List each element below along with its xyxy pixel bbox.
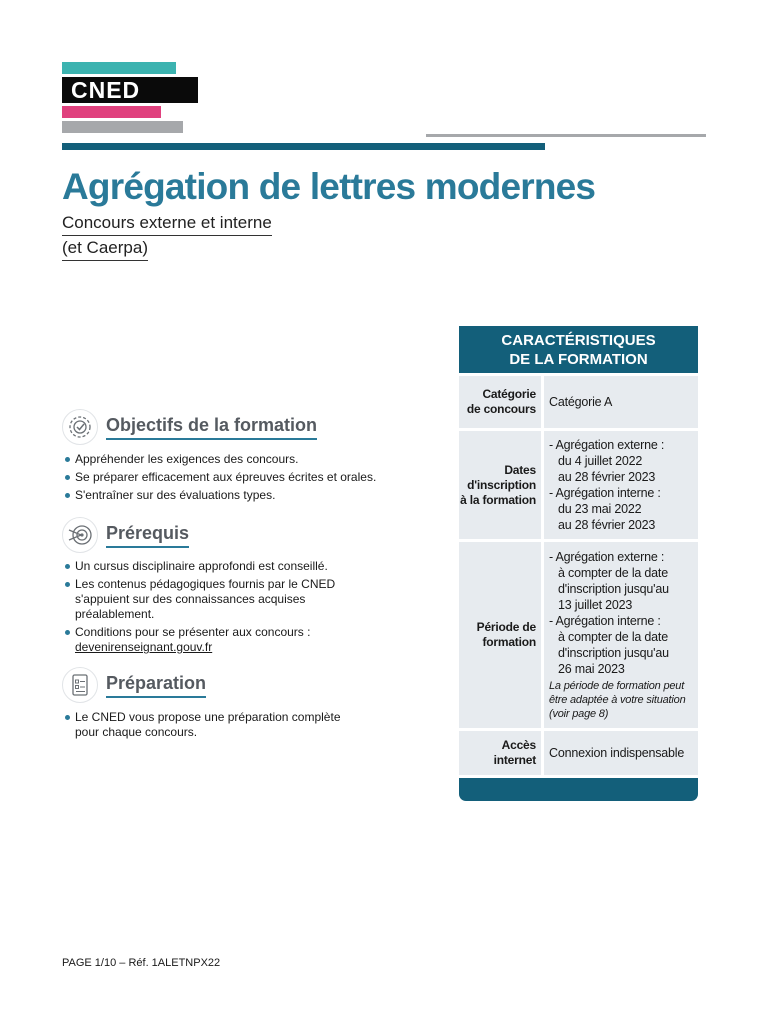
- characteristics-title-line2: DE LA FORMATION: [509, 351, 648, 368]
- row-value: [541, 431, 698, 539]
- label-line: Dates: [504, 462, 536, 477]
- page-footer: PAGE 1/10 – Réf. 1ALETNPX22: [62, 957, 221, 969]
- label-line: Période de: [476, 620, 536, 634]
- page-title: Agrégation de lettres modernes: [62, 166, 596, 207]
- value-line: du 4 juillet 2022: [558, 454, 643, 468]
- devenirenseignant-link[interactable]: devenirenseignant.gouv.fr: [75, 640, 213, 654]
- value-line: 26 mai 2023: [558, 662, 625, 676]
- value-line: - Agrégation interne :: [549, 614, 661, 628]
- dartboard-icon: [62, 517, 98, 553]
- header-divider-blue: [62, 143, 545, 150]
- list-item: [64, 625, 364, 655]
- label-line: à la formation: [460, 492, 536, 507]
- label-line: internet: [493, 753, 536, 767]
- value-text: Connexion indispensable: [549, 746, 685, 760]
- preparation-list: [64, 710, 364, 743]
- value-line: au 28 février 2023: [558, 518, 656, 532]
- row-value: [541, 542, 698, 728]
- objectifs-list: [64, 452, 444, 506]
- checklist-icon: [62, 667, 98, 703]
- characteristics-footer: [459, 775, 698, 801]
- list-item: Appréhender les exigences des concours.: [64, 452, 444, 467]
- periode-note: La période de formation peut être adaptée à votre situation (voir page 8): [549, 680, 686, 720]
- value-line: à compter de la date: [558, 566, 668, 580]
- cned-logo: CNED: [62, 77, 198, 103]
- value-line: - Agrégation externe :: [549, 438, 665, 452]
- list-item: Les contenus pédagogiques fournis par le CNED s'appuient sur des connaissances acquises préalablement.: [64, 577, 364, 622]
- row-label: [459, 376, 541, 428]
- section-title-prerequis: Prérequis: [106, 523, 189, 548]
- value-line: à compter de la date: [558, 630, 668, 644]
- list-item-text: Conditions pour se présenter aux concours :: [75, 625, 311, 639]
- value-line: d'inscription jusqu'au: [558, 646, 669, 660]
- value-line: - Agrégation externe :: [549, 550, 665, 564]
- value-line: 13 juillet 2023: [558, 598, 633, 612]
- page-subtitle: Concours externe et interne: [62, 212, 272, 236]
- section-title-preparation: Préparation: [106, 673, 206, 698]
- row-label: [459, 542, 541, 728]
- page-subtitle-2: (et Caerpa): [62, 237, 148, 261]
- prerequis-list: [64, 559, 364, 658]
- logo-grey-bar: [62, 121, 183, 133]
- section-title-objectifs: Objectifs de la formation: [106, 415, 317, 440]
- list-item: Le CNED vous propose une préparation complète pour chaque concours.: [64, 710, 364, 740]
- value-line: - Agrégation interne :: [549, 486, 661, 500]
- value-line: du 23 mai 2022: [558, 502, 642, 516]
- label-line: de concours: [466, 402, 536, 416]
- characteristics-header: [459, 326, 698, 373]
- row-label: [459, 431, 541, 539]
- value-text: Catégorie A: [549, 395, 613, 409]
- row-acces-internet: [459, 728, 698, 775]
- characteristics-title-line1: CARACTÉRISTIQUES: [501, 332, 656, 349]
- list-item: Se préparer efficacement aux épreuves écrites et orales.: [64, 470, 444, 485]
- header-divider-grey: [426, 134, 706, 137]
- label-line: formation: [482, 635, 536, 649]
- row-categorie: [459, 373, 698, 428]
- list-item: S'entraîner sur des évaluations types.: [64, 488, 444, 503]
- label-line: Accès: [501, 738, 536, 752]
- logo-pink-bar: [62, 106, 161, 118]
- row-value: [541, 376, 698, 428]
- logo-teal-bar: [62, 62, 176, 74]
- value-line: d'inscription jusqu'au: [558, 582, 669, 596]
- row-value: [541, 731, 698, 775]
- characteristics-table: [459, 326, 698, 801]
- row-label: [459, 731, 541, 775]
- value-line: au 28 février 2023: [558, 470, 656, 484]
- list-item: Un cursus disciplinaire approfondi est conseillé.: [64, 559, 364, 574]
- label-line: Catégorie: [482, 387, 536, 401]
- row-dates-inscription: [459, 428, 698, 539]
- target-check-icon: [62, 409, 98, 445]
- label-line: d'inscription: [467, 477, 536, 492]
- row-periode-formation: [459, 539, 698, 728]
